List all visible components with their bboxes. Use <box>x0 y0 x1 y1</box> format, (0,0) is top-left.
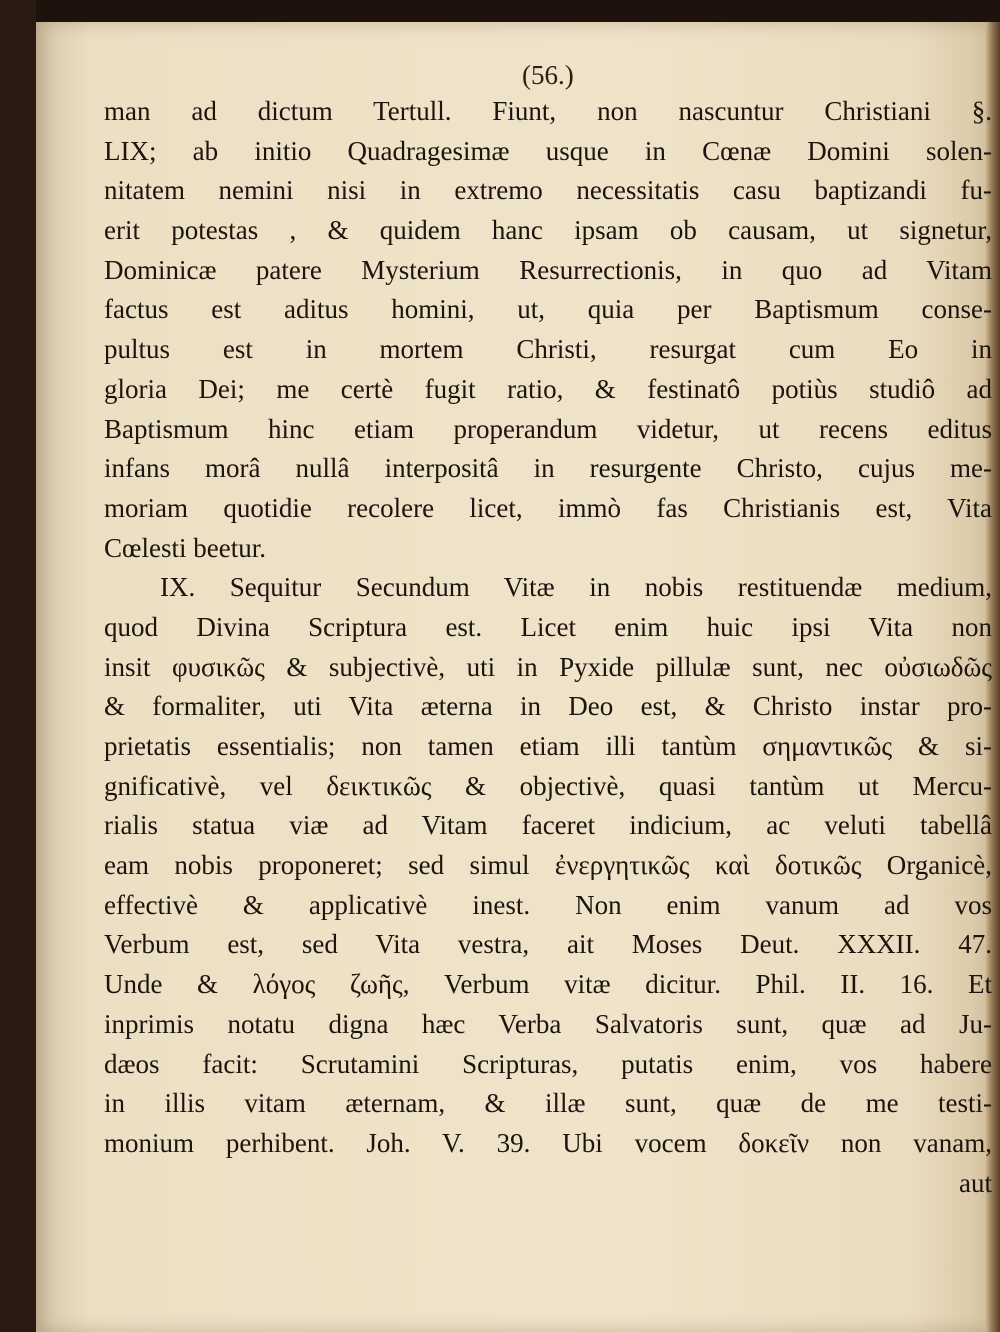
text-line: pultus est in mortem Christi, resurgat cum Eo in <box>104 334 992 365</box>
text-line: Verbum est, sed Vita vestra, ait Moses Deut. XXXII. 47. <box>104 929 992 960</box>
text-line: quod Divina Scriptura est. Licet enim huic ipsi Vita non <box>104 611 992 642</box>
text-line: gloria Dei; me certè fugit ratio, & festinatô potiùs studiô ad <box>104 373 992 404</box>
text-line: gnificativè, vel δεικτικῶς & objectivè, quasi tantùm ut Mercu- <box>104 770 992 801</box>
text-line: insit φυσικῶς & subjectivè, uti in Pyxide pillulæ sunt, nec οὐσιωδῶς <box>104 651 992 682</box>
text-line: Unde & λόγος ζωῆς, Verbum vitæ dicitur. Phil. II. 16. Et <box>104 969 992 1000</box>
scan-frame-left <box>0 0 36 1332</box>
text-line: monium perhibent. Joh. V. 39. Ubi vocem δοκεῖν non vanam, <box>104 1127 992 1158</box>
text-line: moriam quotidie recolere licet, immò fas Christianis est, Vita <box>104 492 992 523</box>
text-line: man ad dictum Tertull. Fiunt, non nascuntur Christiani §. <box>104 96 992 126</box>
body-text <box>104 92 992 1203</box>
scan-frame-top <box>0 0 1000 22</box>
text-line: & formaliter, uti Vita æterna in Deo est, & Christo instar pro- <box>104 691 992 722</box>
text-line: Baptismum hinc etiam properandum videtur, ut recens editus <box>104 413 992 444</box>
text-line: Cœlesti beetur. <box>104 532 266 563</box>
text-line: inprimis notatu digna hæc Verba Salvatoris sunt, quæ ad Ju- <box>104 1008 992 1039</box>
text-line: LIX; ab initio Quadragesimæ usque in Cœnæ Domini solen- <box>104 135 992 166</box>
text-line: prietatis essentialis; non tamen etiam illi tantùm σημαντικῶς & si- <box>104 731 992 761</box>
text-line: eam nobis proponeret; sed simul ἐνεργητικῶς καὶ δοτικῶς Organicè, <box>104 850 992 881</box>
paragraph-start-line: IX. Sequitur Secundum Vitæ in nobis restituendæ medium, <box>160 572 992 603</box>
text-line: in illis vitam æternam, & illæ sunt, quæ de me testi- <box>104 1088 992 1119</box>
text-line: dæos facit: Scrutamini Scripturas, putatis enim, vos habere <box>104 1048 992 1079</box>
text-line: infans morâ nullâ interpositâ in resurgente Christo, cujus me- <box>104 453 992 484</box>
text-line: rialis statua viæ ad Vitam faceret indicium, ac veluti tabellâ <box>104 810 992 841</box>
text-line: factus est aditus homini, ut, quia per Baptismum conse- <box>104 294 992 325</box>
text-line: Dominicæ patere Mysterium Resurrectionis, in quo ad Vitam <box>104 254 992 285</box>
page-number: (56.) <box>522 60 574 90</box>
catchword: aut <box>959 1167 992 1198</box>
text-line: effectivè & applicativè inest. Non enim vanum ad vos <box>104 889 992 920</box>
text-line: erit potestas , & quidem hanc ipsam ob causam, ut signetur, <box>104 215 992 246</box>
text-line: nitatem nemini nisi in extremo necessitatis casu baptizandi fu- <box>104 175 992 206</box>
